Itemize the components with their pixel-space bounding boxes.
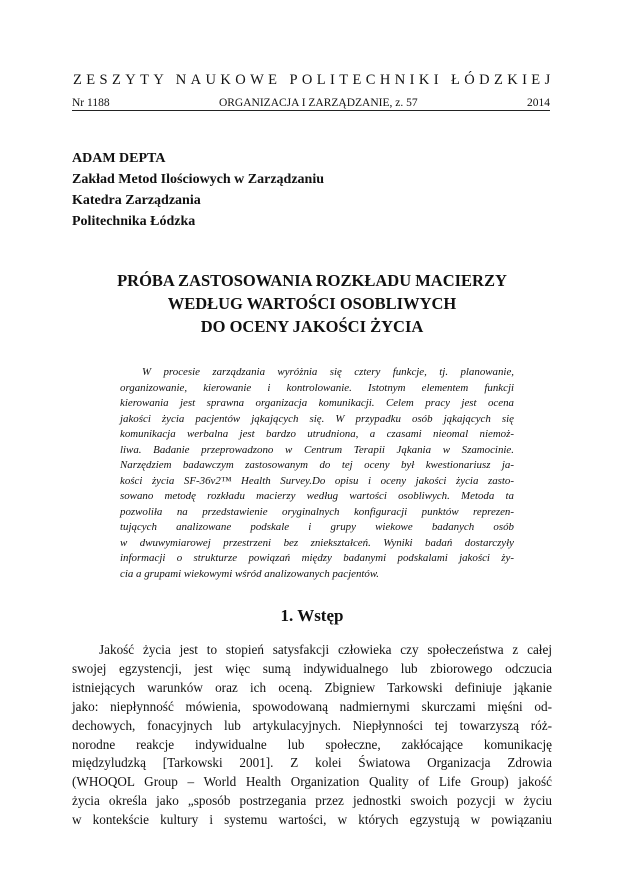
title-line: DO OCENY JAKOŚCI ŻYCIA [200,317,424,336]
body-line: swojej egzystencji, jest więc sumą indywidualnego lub zbiorowego odczucia [72,660,552,676]
title-line: PRÓBA ZASTOSOWANIA ROZKŁADU MACIERZY [117,271,507,290]
issue-meta [72,97,550,109]
body-text [72,641,552,830]
issue-year: 2014 [527,97,550,109]
affiliation-line: Katedra Zarządzania [72,193,201,208]
abstract-line: Narzędziem badawczym zastosowanym do tej oceny był kwestionariusz ja- [120,459,514,471]
body-line: w kontekście kultury i systemu wartości, w których egzystują w powiązaniu [72,812,552,828]
abstract-line: kości życia SF-36v2™ Health Survey.Do opisu i oceny jakości życia zasto- [120,474,514,487]
affiliation-line: Zakład Metod Ilościowych w Zarządzaniu [72,172,325,187]
abstract-line: cia a grupami wiekowymi wśród analizowanych pacjentów. [120,567,380,580]
author-name: ADAM DEPTA [72,151,166,166]
abstract-line: sowano metodę rozkładu macierzy według wartości osobliwych. Metoda ta [120,490,514,502]
abstract-line: tujących analizowane podskale i grupy wiekowe badanych osób [120,521,514,533]
header-rule [72,110,550,111]
abstract-line: w dwuwymiarowej przestrzeni bez zniekształceń. Wyniki badań dostarczyły [120,536,514,549]
body-line: Jakość życia jest to stopień satysfakcji człowieka czy społeczeństwa z całej [99,642,552,657]
abstract-line: informacji o strukturze powiązań między badanymi podskalami jakości ży- [120,552,514,564]
title-line: WEDŁUG WARTOŚCI OSOBLIWYCH [167,294,457,313]
paper-title [72,269,552,338]
abstract-line: komunikacja werbalna jest bardzo utrudniona, a czasami nieomal niemoż- [120,428,514,440]
affiliation-line: Politechnika Łódzka [72,214,196,229]
body-line: dechowych, fonacyjnych lub artykulacyjnych. Niepłynności tej towarzyszą róż- [72,717,552,733]
body-line: życia określa jako „sposób postrzegania przez jednostki swoich pozycji w życiu [72,793,552,809]
abstract-line: W procesie zarządzania wyróżnia się cztery funkcje, tj. planowanie, [142,366,514,378]
abstract-line: jakości życia pacjentów jąkających się. W przypadku osób jąkających się [120,412,514,425]
section-heading: 1. Wstęp [280,606,344,625]
body-line: norodne reakcje indywidualne lub społeczne, zakłócające komunikację [72,736,552,752]
body-line: jako: niepłynność mówienia, spowodowaną nadmiernymi skurczami mięśni od- [72,698,552,714]
body-line: międzyludzką [Tarkowski 2001]. Z kolei Światowa Organizacja Zdrowia [72,755,552,771]
abstract-line: liwa. Badanie przeprowadzono w Centrum Terapii Jąkania w Szamocinie. [120,443,514,456]
body-line: (WHOQOL Group – World Health Organization Quality of Life Group) jakość [72,774,552,790]
journal-title: ZESZYTY NAUKOWE POLITECHNIKI ŁÓDZKIEJ [73,72,555,88]
author-block [72,148,552,232]
issue-number: Nr 1188 [72,97,110,109]
abstract-line: pozwoliła na przedstawienie oryginalnych konfiguracji punktów reprezen- [120,505,514,518]
body-line: istniejących warunków oraz ich oceną. Zbigniew Tarkowski definiuje jąkanie [72,679,552,695]
abstract [120,365,514,582]
abstract-line: kierowania jest sprawna organizacja komunikacji. Celem pracy jest ocena [120,397,514,409]
abstract-line: organizowanie, kierowanie i kontrolowanie. Istotnym elementem funkcji [120,381,514,394]
series-name: ORGANIZACJA I ZARZĄDZANIE, z. 57 [218,97,418,109]
